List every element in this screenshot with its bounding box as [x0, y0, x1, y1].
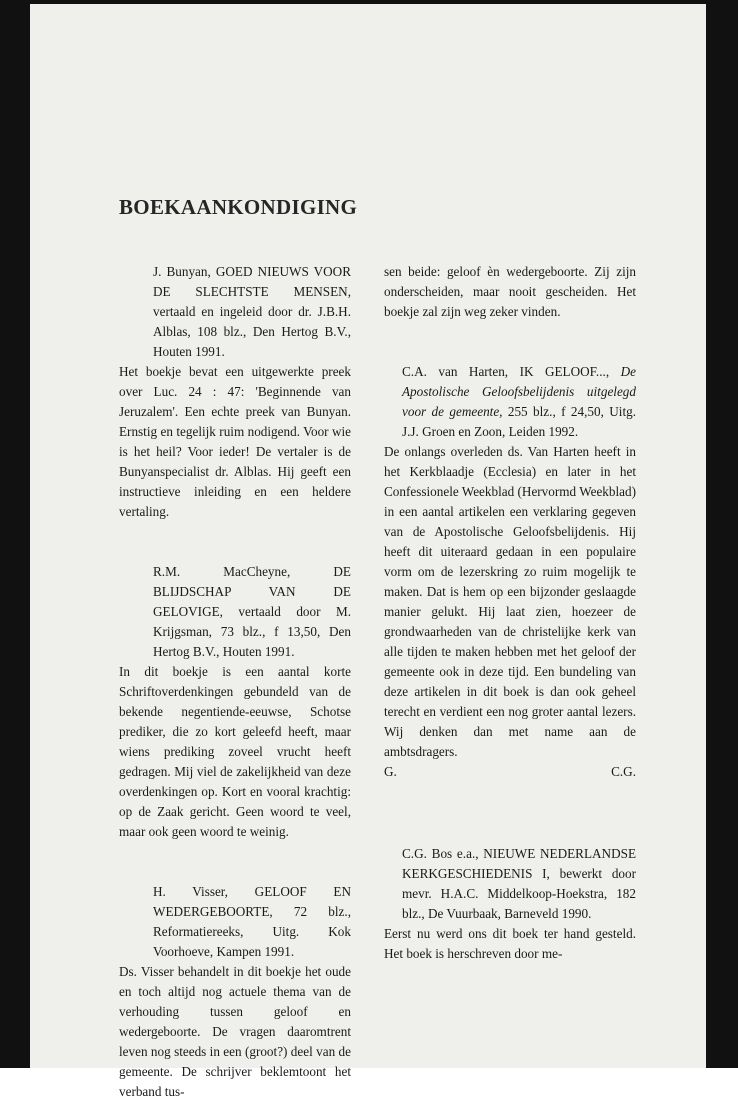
left-column [119, 262, 351, 1102]
review-text-visser: Ds. Visser behandelt in dit boekje het oude en toch altijd nog actuele thema van de verhouding tussen geloof en wedergeboorte. De vragen daaromtrent leven nog steeds in een (groot?) deel van de gemeente. De schrijver beklemtoont het verband tus- [119, 964, 351, 1099]
review-entry-visser [119, 882, 351, 1102]
citation-plain: C.A. van Harten, IK GELOOF..., [402, 364, 621, 379]
review-text-van-harten: De onlangs overleden ds. Van Harten heeft in het Kerkblaadje (Ecclesia) en later in het Confessionele Weekblad (Hervormd Weekblad) in een aantal artikelen een verklaring gegeven van de Apostolische Geloofsbelijdenis. Hij heeft dit uiteraard gedaan in een populaire vorm om de lezerskring zo ruim mogelijk te maken. Dat is hem op een bijzonder geslaagde manier gelukt. Hij laat zien, hoezeer de grondwaarheden van de christelijke kerk van alle tijden te maken hebben met het geloof der gemeente ook in deze tijd. Een bundeling van deze artikelen in dit boek is dan ook geheel terecht en verdient een nog groter aantal lezers. Wij denken dan met name aan de ambtsdragers. [384, 444, 636, 759]
citation-tail: 255 blz., f 24,50, Uitg. J.J. Groen en Zoon, Leiden 1992. [402, 404, 636, 439]
review-text-maccheyne: In dit boekje is een aantal korte Schriftoverdenkingen gebundeld van de bekende negentiende-eeuwse, Schotse prediker, die zo kort geleefd heeft, maar wiens prediking zoveel vrucht heeft gedragen. Mij viel de zakelijkheid van deze overdenkingen op. Kort en vooral krachtig: op de Zaak gericht. Geen woord te veel, maar ook geen woord te weinig. [119, 664, 351, 839]
citation-bos: C.G. Bos e.a., NIEUWE NEDERLANDSE KERKGESCHIEDENIS I, bewerkt door mevr. H.A.C. Middelkoop-Hoekstra, 182 blz., De Vuurbaak, Barneveld 1990. [402, 846, 636, 921]
signature-left: G. [384, 764, 397, 779]
review-entry-bunyan [119, 262, 351, 522]
page-heading: BOEKAANKONDIGING [119, 195, 358, 219]
review-text-bos: Eerst nu werd ons dit boek ter hand gesteld. Het boek is herschreven door me- [384, 926, 636, 961]
citation-bunyan: J. Bunyan, GOED NIEUWS VOOR DE SLECHTSTE MENSEN, vertaald en ingeleid door dr. J.B.H. Alblas, 108 blz., Den Hertog B.V., Houten 1991. [153, 264, 351, 359]
review-text-bunyan: Het boekje bevat een uitgewerkte preek over Luc. 24 : 47: 'Beginnende van Jeruzalem'. Een echte preek van Bunyan. Ernstig en tegelijk ruim nodigend. Voor wie is het heil? Voor ieder! De vertaler is de Bunyanspecialist dr. Alblas. Hij geeft een instructieve inleiding en een heldere vertaling. [119, 364, 351, 519]
review-entry-van-harten [384, 362, 636, 782]
review-text-visser-continued: sen beide: geloof èn wedergeboorte. Zij zijn onderscheiden, maar nooit gescheiden. Het boekje zal zijn weg zeker vinden. [384, 264, 636, 319]
citation-van-harten [384, 362, 636, 442]
citation-italic-title: De Apostolische Geloofsbelijdenis uitgelegd voor de gemeente, [402, 364, 636, 419]
review-entry-bos [384, 844, 636, 964]
review-entry-maccheyne [119, 562, 351, 842]
right-column [384, 262, 636, 964]
citation-visser: H. Visser, GELOOF EN WEDERGEBOORTE, 72 blz., Reformatiereeks, Uitg. Kok Voorhoeve, Kampen 1991. [153, 884, 351, 959]
citation-maccheyne: R.M. MacCheyne, DE BLIJDSCHAP VAN DE GELOVIGE, vertaald door M. Krijgsman, 73 blz., f 13,50, Den Hertog B.V., Houten 1991. [153, 564, 351, 659]
signature-right: C.G. [611, 764, 636, 779]
signature-line [384, 762, 636, 782]
